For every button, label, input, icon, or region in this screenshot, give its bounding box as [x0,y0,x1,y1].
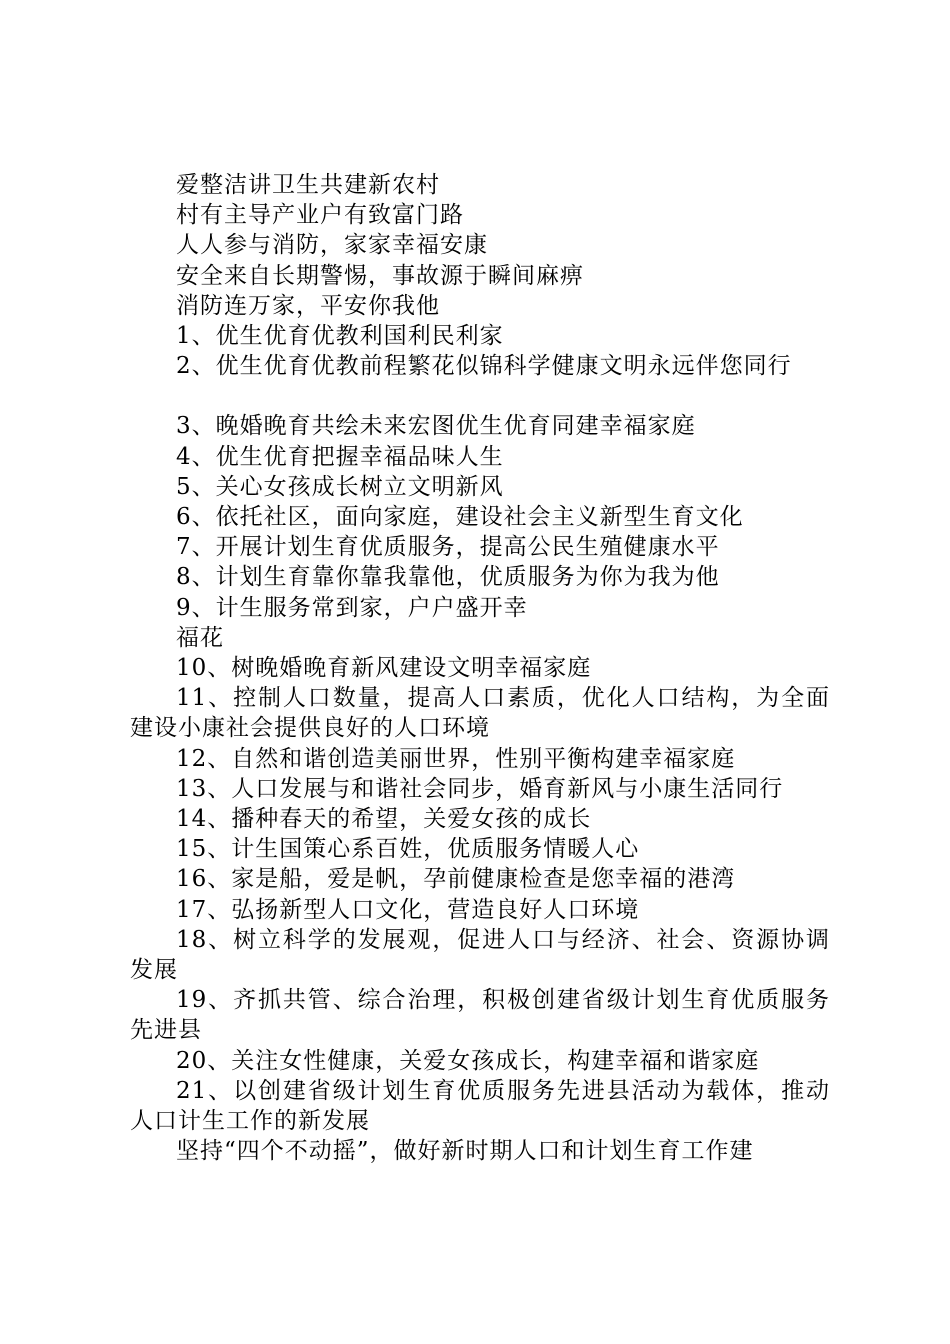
numbered-slogan: 2、优生优育优教前程繁花似锦科学健康文明永远伴您同行 [176,353,792,380]
document-body [130,170,830,1167]
slogan-line: 安全来自长期警惕，事故源于瞬间麻痹 [176,262,584,289]
numbered-slogan: 13、人口发展与和谐社会同步，婚育新风与小康生活同行 [176,775,784,802]
slogan-line: 爱整洁讲卫生共建新农村 [176,172,440,198]
numbered-slogan: 7、开展计划生育优质服务，提高公民生殖健康水平 [176,534,720,561]
slogan-line: 人人参与消防，家家幸福安康 [176,232,488,259]
numbered-slogan: 18、树立科学的发展观，促进人口与经济、社会、资源协调发展 [130,926,830,984]
slogan-line: 消防连万家，平安你我他 [176,292,440,319]
numbered-slogan: 5、关心女孩成长树立文明新风 [176,473,504,500]
numbered-slogan: 12、自然和谐创造美丽世界，性别平衡构建幸福家庭 [176,745,736,772]
numbered-slogan: 16、家是船，爱是帆，孕前健康检查是您幸福的港湾 [176,866,736,893]
slogan-line: 村有主导产业户有致富门路 [176,202,464,229]
numbered-slogan: 6、依托社区，面向家庭，建设社会主义新型生育文化 [176,504,744,531]
numbered-slogan: 10、树晚婚晚育新风建设文明幸福家庭 [176,655,592,682]
numbered-slogan: 4、优生优育把握幸福品味人生 [176,443,504,470]
slogan-continuation: 福花 [176,624,224,651]
numbered-slogan: 15、计生国策心系百姓，优质服务情暖人心 [176,836,640,863]
numbered-slogan: 20、关注女性健康，关爱女孩成长，构建幸福和谐家庭 [176,1047,760,1074]
numbered-slogan: 21、以创建省级计划生育优质服务先进县活动为载体，推动人口计生工作的新发展 [130,1077,830,1135]
closing-paragraph: 坚持“四个不动摇”，做好新时期人口和计划生育工作建 [176,1138,754,1165]
numbered-slogan: 19、齐抓共管、综合治理，积极创建省级计划生育优质服务先进县 [130,987,830,1044]
numbered-slogan: 3、晚婚晚育共绘未来宏图优生优育同建幸福家庭 [176,413,696,440]
blank-line [130,381,830,411]
numbered-slogan: 1、优生优育优教利国利民利家 [176,323,504,350]
numbered-slogan: 17、弘扬新型人口文化，营造良好人口环境 [176,896,640,923]
numbered-slogan: 8、计划生育靠你靠我靠他，优质服务为你为我为他 [176,564,720,591]
numbered-slogan: 9、计生服务常到家，户户盛开幸 [176,594,528,621]
numbered-slogan: 11、控制人口数量，提高人口素质，优化人口结构，为全面建设小康社会提供良好的人口环境 [130,685,830,742]
numbered-slogan: 14、播种春天的希望，关爱女孩的成长 [176,806,592,833]
